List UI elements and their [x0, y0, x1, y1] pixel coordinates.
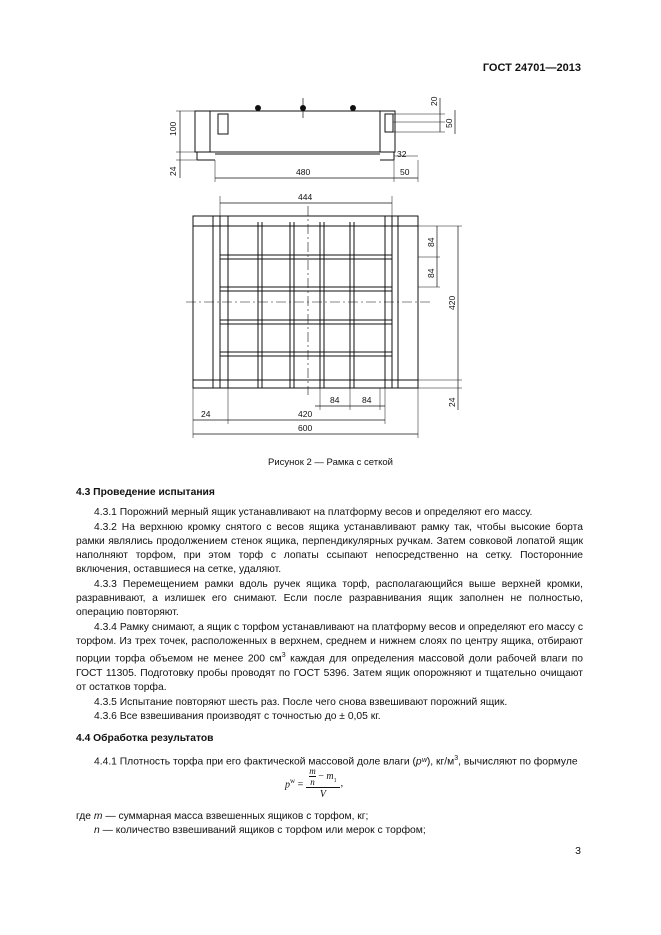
paragraph: 4.3.2 На верхнюю кромку снятого с весов ящика устанавливают рамку так, чтобы высокие борта рамки являлись продолжением стенок ящика, перпендикулярных ручкам. Затем совковой лопатой ящик наполняют торфом, при этом торф с лопаты ссыпают непосредственно на сетку. Посторонние включения, оставшиеся на сетке, удаляют.: [76, 521, 583, 576]
paragraph: 4.3.5 Испытание повторяют шесть раз. После чего снова взвешивают порожний ящик.: [94, 696, 508, 708]
dim-84-a: 84: [426, 237, 436, 247]
dim-100: 100: [168, 121, 178, 136]
side-view: [176, 98, 455, 182]
definitions: [76, 810, 583, 839]
dim-24-left: 24: [201, 409, 211, 419]
dim-420-vertical: 420: [447, 295, 457, 310]
paragraph: 4.4.1 Плотность торфа при его фактической массовой доле влаги (pʷ), $кг/м^3$, вычисляют по формуле: [94, 755, 578, 768]
dim-444: 444: [298, 192, 313, 202]
dim-50-horizontal: 50: [400, 167, 410, 177]
definition-n: n — количество взвешиваний ящиков с торфом или мерок с торфом;: [94, 825, 426, 837]
dim-84-c: 84: [330, 395, 340, 405]
dim-32: 32: [397, 149, 407, 159]
definition-m: где m — суммарная масса взвешенных ящиков с торфом, кг;: [76, 811, 369, 822]
paragraph: 4.3.6 Все взвешивания производят с точностью до ± 0,05 кг.: [94, 710, 381, 722]
dim-24-right: 24: [447, 397, 457, 407]
document-header: ГОСТ 24701—2013: [482, 62, 581, 74]
paragraph: 4.3.4 Рамку снимают, а ящик с торфом устанавливают на платформу весов и определяют его массу с торфом. Из трех точек, расположенных в верхнем, среднем и нижнем слоях по центру ящика, отбирают порции торфа объемом не менее 200 $см^3$ каждая для определения массовой доли рабочей влаги по ГОСТ 11305. Подготовку пробы проводят по ГОСТ 5396. Затем ящик опорожняют и тщательно очищают от остатков торфа.: [76, 621, 584, 694]
page-number: 3: [575, 845, 581, 857]
dim-480: 480: [296, 167, 311, 177]
dim-84-d: 84: [362, 395, 372, 405]
plan-view: [186, 196, 462, 438]
section-heading: 4.3 Проведение испытания: [76, 487, 215, 498]
paragraph: 4.3.3 Перемещением рамки вдоль ручек ящика торф, располагающийся выше верхней кромки, разравнивают, а излишек его снимают. Если после разравнивания ящик заполнен не полностью, операцию повторяют.: [76, 578, 583, 619]
section-4-3: [76, 486, 583, 770]
figure-caption: Рисунок 2 — Рамка с сеткой: [268, 457, 393, 468]
dim-24-side: 24: [168, 166, 178, 176]
dim-84-b: 84: [426, 268, 436, 278]
dim-600: 600: [298, 423, 313, 433]
formula: $p^w$ = $\frac{m}{n}$ − $m_1$ , V: [285, 766, 344, 800]
section-heading: 4.4 Обработка результатов: [76, 733, 214, 745]
dim-50-vertical: 50: [444, 118, 454, 128]
paragraph: 4.3.1 Порожний мерный ящик устанавливают на платформу весов и определяют его массу.: [94, 507, 533, 519]
dim-20: 20: [429, 96, 439, 106]
dim-420-horizontal: 420: [298, 409, 313, 419]
figure-drawing: [0, 0, 661, 460]
